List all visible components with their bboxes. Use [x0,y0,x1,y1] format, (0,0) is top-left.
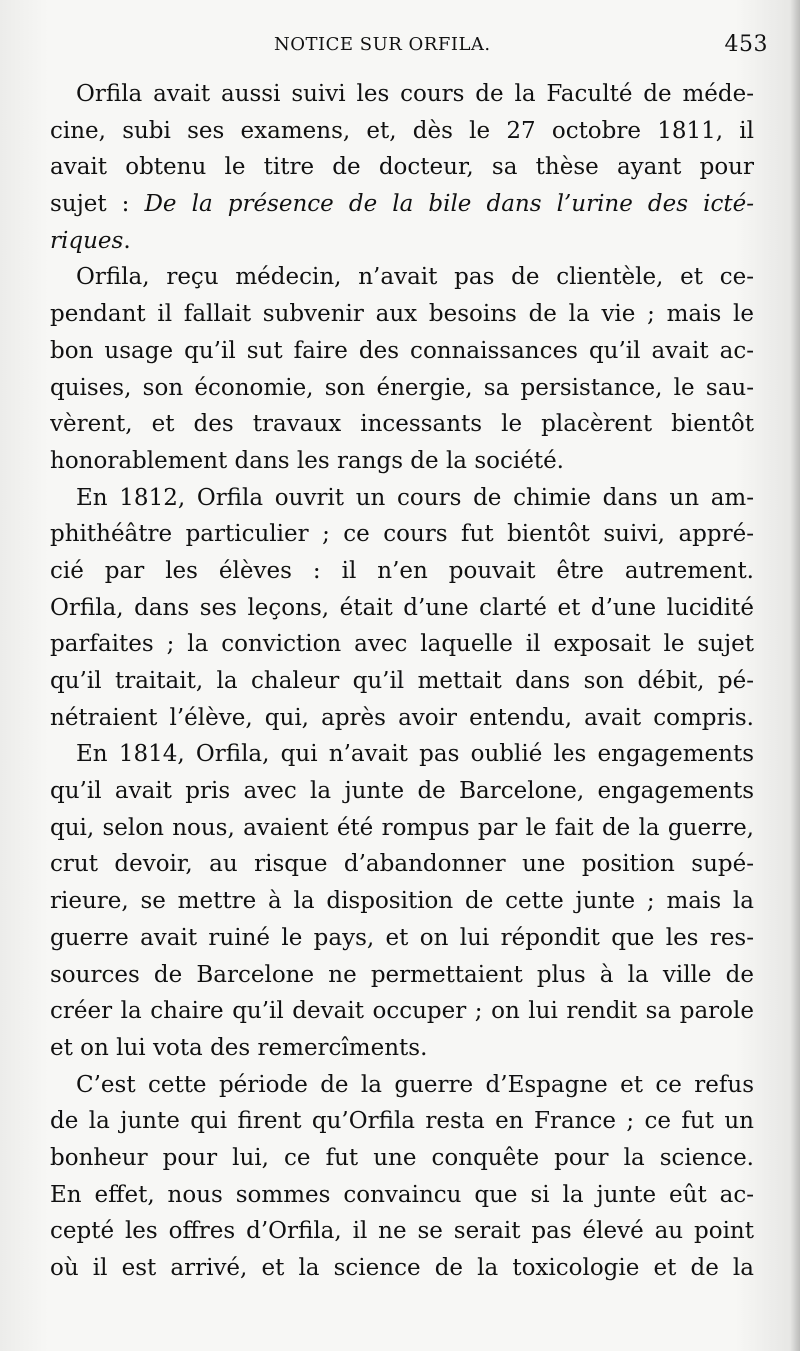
text-run: sujet : [50,191,145,218]
text-line: pendant il fallait subvenir aux besoins de la vie ; mais le [50,301,754,328]
text-line: En 1814, Orfila, qui n’avait pas oublié les engagements [76,741,754,768]
text-line: cepté les offres d’Orfila, il ne se serait pas élevé au point [50,1218,754,1245]
body-text [50,76,754,1287]
text-line: cine, subi ses examens, et, dès le 27 octobre 1811, il [50,117,754,144]
page-edge-shadow [790,0,800,1351]
thesis-title-italic: De la présence de la bile dans l’urine des icté- [144,191,754,218]
text-line: Orfila, reçu médecin, n’avait pas de clientèle, et ce- [76,264,754,291]
text-line: bon usage qu’il sut faire des connaissances qu’il avait ac- [50,337,754,364]
text-line: avait obtenu le titre de docteur, sa thèse ayant pour [50,154,754,181]
text-line: honorablement dans les rangs de la société. [50,447,564,474]
text-line: de la junte qui firent qu’Orfila resta en France ; ce fut un [50,1108,754,1135]
text-line: En effet, nous sommes convaincu que si la junte eût ac- [50,1181,754,1208]
text-line: Orfila, dans ses leçons, était d’une clarté et d’une lucidité [50,594,754,621]
text-line: quises, son économie, son énergie, sa persistance, le sau- [50,374,754,401]
running-title: NOTICE SUR ORFILA. [274,34,491,55]
text-run: . [123,227,131,254]
text-line: cié par les élèves : il n’en pouvait être autrement. [50,557,754,584]
text-line: qu’il avait pris avec la junte de Barcelone, engagements [50,778,754,805]
text-line: vèrent, et des travaux incessants le placèrent bientôt [50,411,754,438]
text-line: C’est cette période de la guerre d’Espagne et ce refus [76,1071,754,1098]
thesis-title-italic: riques [50,227,124,254]
text-line: qui, selon nous, avaient été rompus par le fait de la guerre, [50,814,754,841]
text-line: parfaites ; la conviction avec laquelle il exposait le sujet [50,631,754,658]
text-line: nétraient l’élève, qui, après avoir entendu, avait compris. [50,704,754,731]
text-line: guerre avait ruiné le pays, et on lui répondit que les res- [50,924,754,951]
text-line [50,186,754,223]
text-line: Orfila avait aussi suivi les cours de la Faculté de méde- [76,81,754,107]
text-line: En 1812, Orfila ouvrit un cours de chimie dans un am- [76,484,754,511]
text-line: qu’il traitait, la chaleur qu’il mettait dans son débit, pé- [50,668,754,694]
text-line: et on lui vota des remercîments. [50,1034,428,1061]
text-line: créer la chaire qu’il devait occuper ; on lui rendit sa parole [50,998,754,1025]
text-line [50,223,754,260]
text-line: où il est arrivé, et la science de la toxicologie et de la [50,1255,754,1281]
text-line: phithéâtre particulier ; ce cours fut bientôt suivi, appré- [50,521,754,548]
text-line: sources de Barcelone ne permettaient plus à la ville de [50,961,754,988]
text-line: rieure, se mettre à la disposition de cette junte ; mais la [50,888,754,915]
page-number: 453 [724,32,768,57]
page-header [50,32,768,62]
text-line: crut devoir, au risque d’abandonner une position supé- [50,851,754,878]
text-line: bonheur pour lui, ce fut une conquête pour la science. [50,1144,754,1171]
